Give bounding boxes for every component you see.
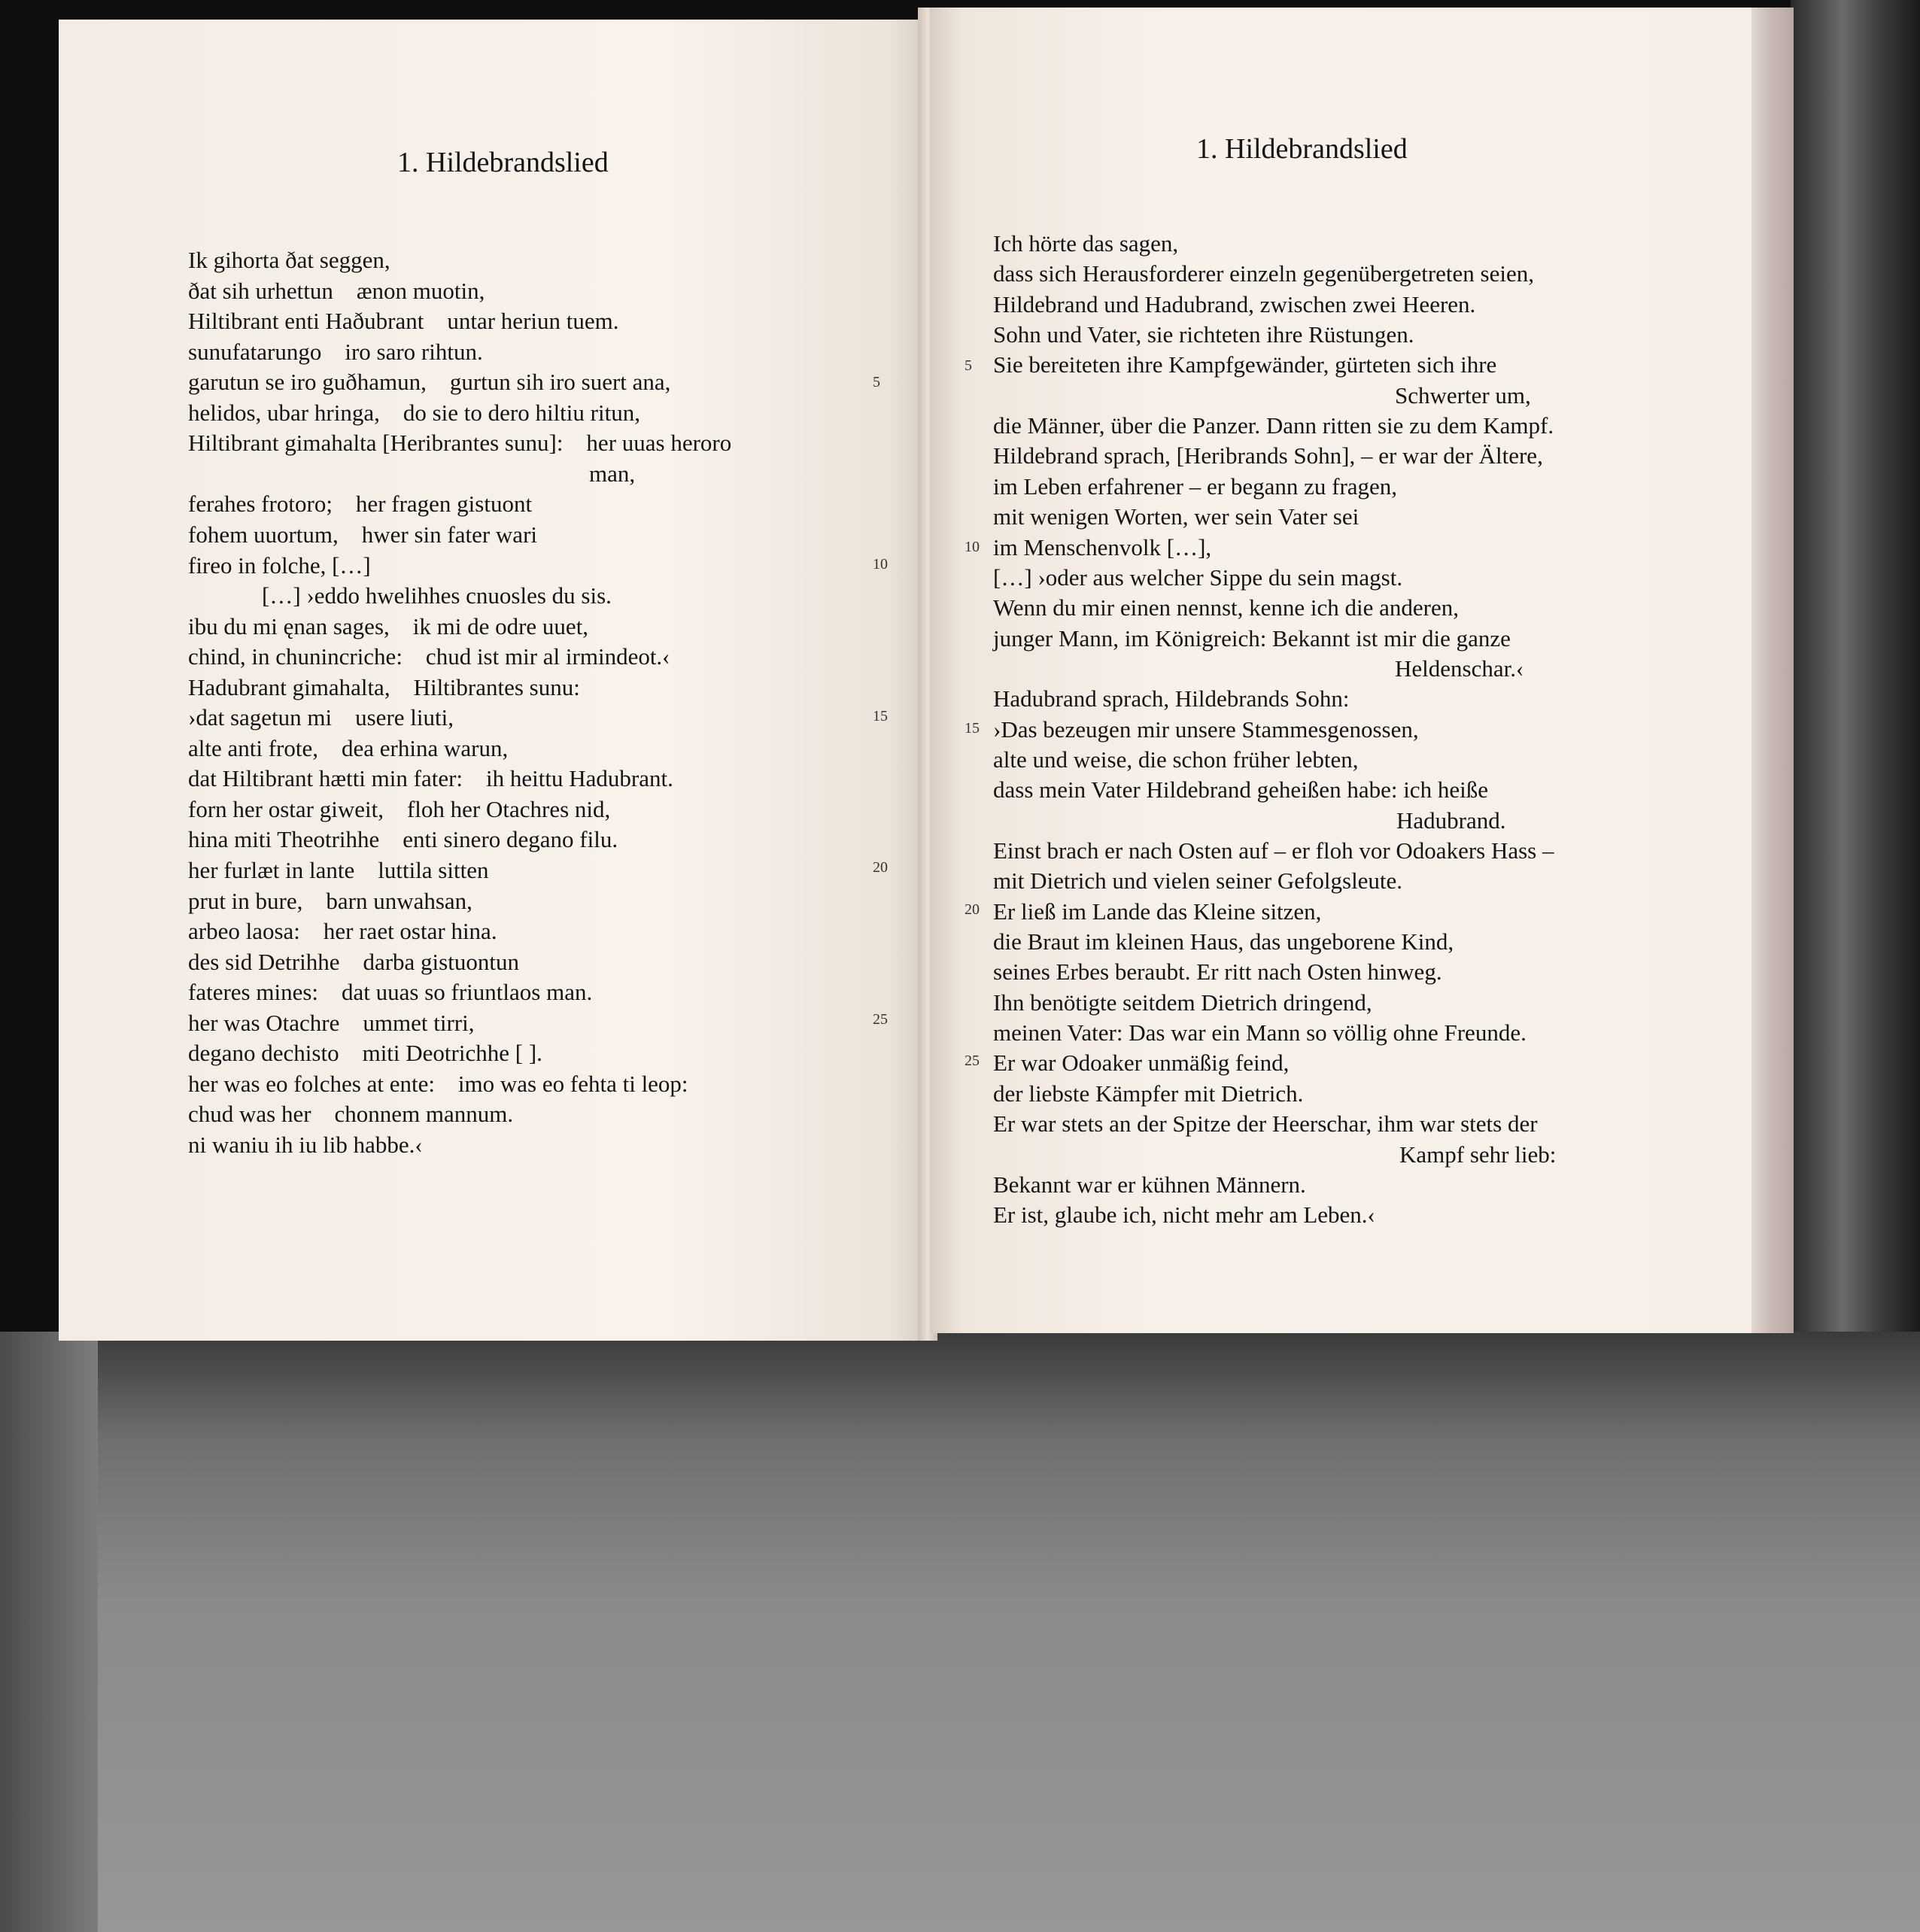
right-page-line: der liebste Kämpfer mit Dietrich. — [993, 1080, 1304, 1107]
right-page-line: alte und weise, die schon früher lebten, — [993, 746, 1359, 773]
left-page-line: Hadubrant gimahalta, Hiltibrantes sunu: — [188, 673, 580, 700]
left-page-line: sunufatarungo iro saro rihtun. — [188, 338, 483, 365]
right-page-line-number: 10 — [965, 539, 980, 555]
right-page-line: Er ließ im Lande das Kleine sitzen, — [993, 898, 1322, 925]
left-page-line: fateres mines: dat uuas so friuntlaos man. — [188, 979, 593, 1006]
right-page-line: seines Erbes beraubt. Er ritt nach Osten hinweg. — [993, 958, 1442, 986]
left-page-line: her was Otachre ummet tirri, — [188, 1009, 475, 1036]
left-page-line: forn her ostar giweit, floh her Otachres nid, — [188, 795, 611, 822]
right-page-line: Wenn du mir einen nennst, kenne ich die anderen, — [993, 594, 1460, 621]
right-page-line: Er ist, glaube ich, nicht mehr am Leben.‹ — [993, 1201, 1375, 1229]
page-edges — [1751, 8, 1794, 1333]
right-page-line: Hildebrand sprach, [Heribrands Sohn], – er war der Ältere, — [993, 442, 1543, 469]
right-page-line: mit Dietrich und vielen seiner Gefolgsleute. — [993, 867, 1403, 895]
right-page-line: Hildebrand und Hadubrand, zwischen zwei Heeren. — [993, 290, 1476, 317]
right-page-title: 1. Hildebrandslied — [1196, 133, 1408, 165]
left-page-line: arbeo laosa: her raet ostar hina. — [188, 918, 497, 945]
left-page-line: ni waniu ih iu lib habbe.‹ — [188, 1131, 423, 1158]
right-page-line-number: 5 — [965, 357, 972, 374]
left-page-line: chind, in chunincriche: chud ist mir al irmindeot.‹ — [188, 643, 670, 670]
right-page-line: […] ›oder aus welcher Sippe du sein magst. — [993, 564, 1403, 591]
right-page-line: junger Mann, im Königreich: Bekannt ist mir die ganze — [993, 624, 1511, 652]
right-page-line: Schwerter um, — [1395, 381, 1531, 409]
right-page-line: im Menschenvolk […], — [993, 533, 1212, 560]
left-page-line: des sid Detrihhe darba gistuontun — [188, 948, 519, 975]
left-page-line: degano dechisto miti Deotrichhe [ ]. — [188, 1040, 542, 1067]
right-page-line: Heldenschar.‹ — [1395, 655, 1524, 682]
right-page-line: Kampf sehr lieb: — [1399, 1141, 1557, 1168]
right-page-line: Sie bereiteten ihre Kampfgewänder, gürteten sich ihre — [993, 351, 1497, 378]
left-page-line: Hiltibrant enti Haðubrant untar heriun tuem. — [188, 308, 619, 335]
scanner-shadow — [0, 1332, 1920, 1932]
left-page-line: helidos, ubar hringa, do sie to dero hiltiu ritun, — [188, 399, 640, 426]
right-page-line: Ich hörte das sagen, — [993, 230, 1179, 257]
right-page-line: im Leben erfahrener – er begann zu fragen, — [993, 472, 1398, 500]
left-page-line: […] ›eddo hwelihhes cnuosles du sis. — [262, 582, 612, 609]
left-page-line: ›dat sagetun mi usere liuti, — [188, 704, 454, 731]
scanner-shadow-edge — [0, 1332, 98, 1932]
left-page-line: garutun se iro guðhamun, gurtun sih iro suert ana, — [188, 369, 671, 396]
left-page-line: ðat sih urhettun ænon muotin, — [188, 277, 485, 304]
left-page-line: man, — [589, 460, 636, 487]
left-page-line: chud was her chonnem mannum. — [188, 1101, 514, 1128]
background-edge — [1791, 0, 1920, 1347]
left-page-line: her was eo folches at ente: imo was eo fehta ti leop: — [188, 1070, 688, 1097]
left-page-line: fohem uuortum, hwer sin fater wari — [188, 521, 538, 548]
left-page — [59, 20, 924, 1341]
left-page-title: 1. Hildebrandslied — [397, 147, 609, 178]
left-page-line-number: 5 — [873, 374, 880, 391]
right-page-line: meinen Vater: Das war ein Mann so völlig ohne Freunde. — [993, 1019, 1527, 1046]
left-page-line: ibu du mi ęnan sages, ik mi de odre uuet, — [188, 612, 589, 639]
left-page-line: Hiltibrant gimahalta [Heribrantes sunu]: her uuas heroro — [188, 430, 732, 457]
left-page-line-number: 20 — [873, 859, 888, 876]
right-page — [930, 8, 1751, 1333]
right-page-line: Sohn und Vater, sie richteten ihre Rüstungen. — [993, 321, 1414, 348]
left-page-line: dat Hiltibrant hætti min fater: ih heittu Hadubrant. — [188, 765, 673, 792]
right-page-line-number: 20 — [965, 901, 980, 919]
right-page-line: Er war stets an der Spitze der Heerschar, ihm war stets der — [993, 1110, 1538, 1138]
right-page-line: mit wenigen Worten, wer sein Vater sei — [993, 503, 1359, 530]
left-page-line-number: 10 — [873, 556, 888, 573]
left-page-line: alte anti frote, dea erhina warun, — [188, 734, 509, 761]
right-page-line: dass mein Vater Hildebrand geheißen habe: ich heiße — [993, 776, 1488, 803]
right-page-line: die Braut im kleinen Haus, das ungeborene Kind, — [993, 928, 1454, 955]
left-page-line: ferahes frotoro; her fragen gistuont — [188, 491, 533, 518]
right-page-line-number: 15 — [965, 720, 980, 737]
left-page-line: fireo in folche, […] — [188, 551, 371, 579]
left-page-line: prut in bure, barn unwahsan, — [188, 887, 472, 914]
right-page-line: Hadubrand. — [1396, 807, 1506, 834]
left-page-line-number: 15 — [873, 707, 888, 724]
left-page-line: hina miti Theotrihhe enti sinero degano filu. — [188, 826, 618, 853]
right-page-line: dass sich Herausforderer einzeln gegenübergetreten seien, — [993, 260, 1534, 287]
right-page-line: Er war Odoaker unmäßig feind, — [993, 1050, 1290, 1077]
left-page-line: her furlæt in lante luttila sitten — [188, 857, 489, 883]
left-page-line-number: 25 — [873, 1010, 888, 1028]
right-page-line-number: 25 — [965, 1053, 980, 1070]
right-page-line: Bekannt war er kühnen Männern. — [993, 1171, 1306, 1198]
right-page-line: Ihn benötigte seitdem Dietrich dringend, — [993, 989, 1372, 1016]
right-page-line: die Männer, über die Panzer. Dann ritten sie zu dem Kampf. — [993, 412, 1554, 439]
right-page-line: Hadubrand sprach, Hildebrands Sohn: — [993, 685, 1350, 712]
right-page-line: Einst brach er nach Osten auf – er floh vor Odoakers Hass – — [993, 837, 1554, 864]
left-page-line: Ik gihorta ðat seggen, — [188, 247, 390, 273]
right-page-line: ›Das bezeugen mir unsere Stammesgenossen, — [993, 715, 1419, 743]
